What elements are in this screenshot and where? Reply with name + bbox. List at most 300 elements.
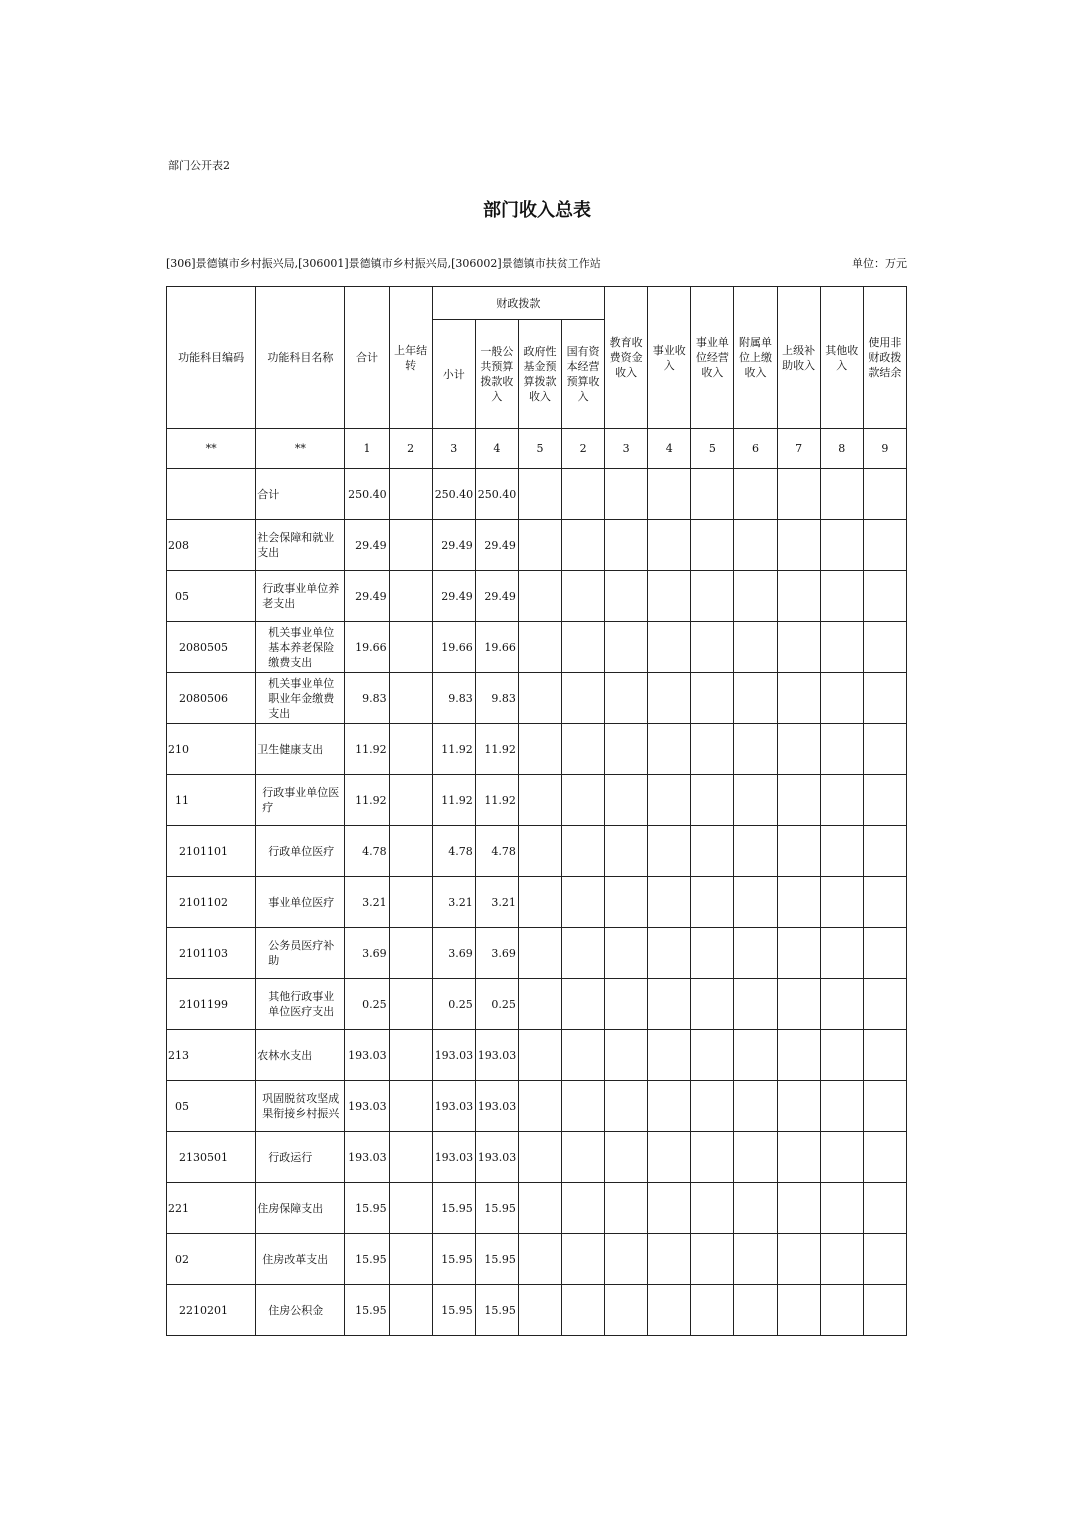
cell-general-budget: 15.95 <box>475 1285 518 1336</box>
cell-empty <box>389 1183 432 1234</box>
table-row <box>167 622 907 673</box>
cell-empty <box>648 571 691 622</box>
cell-empty <box>734 928 777 979</box>
table-row <box>167 520 907 571</box>
cell-empty <box>562 1183 605 1234</box>
cell-empty <box>820 1183 863 1234</box>
cell-subtotal: 15.95 <box>432 1183 475 1234</box>
header-business: 事业收入 <box>648 287 691 429</box>
cell-general-budget: 11.92 <box>475 724 518 775</box>
cell-name: 机关事业单位基本养老保险缴费支出 <box>256 622 345 673</box>
cell-empty <box>518 724 561 775</box>
index-cell: ** <box>256 429 345 469</box>
cell-empty <box>777 979 820 1030</box>
cell-general-budget: 3.69 <box>475 928 518 979</box>
cell-name: 农林水支出 <box>256 1030 345 1081</box>
income-table <box>166 286 907 1336</box>
index-cell: 5 <box>691 429 734 469</box>
cell-empty <box>863 520 906 571</box>
cell-empty <box>389 622 432 673</box>
cell-empty <box>820 571 863 622</box>
header-name: 功能科目名称 <box>256 287 345 429</box>
cell-empty <box>691 673 734 724</box>
table-row <box>167 1285 907 1336</box>
cell-empty <box>734 622 777 673</box>
cell-empty <box>777 1132 820 1183</box>
cell-empty <box>648 1030 691 1081</box>
cell-name: 住房保障支出 <box>256 1183 345 1234</box>
cell-general-budget: 11.92 <box>475 775 518 826</box>
cell-empty <box>389 724 432 775</box>
cell-general-budget: 15.95 <box>475 1234 518 1285</box>
cell-empty <box>820 826 863 877</box>
cell-empty <box>777 673 820 724</box>
cell-empty <box>863 1285 906 1336</box>
cell-empty <box>820 724 863 775</box>
cell-empty <box>777 520 820 571</box>
cell-general-budget: 29.49 <box>475 571 518 622</box>
cell-code: 208 <box>167 520 256 571</box>
cell-empty <box>734 1285 777 1336</box>
cell-empty <box>691 571 734 622</box>
cell-empty <box>734 520 777 571</box>
cell-empty <box>562 520 605 571</box>
table-row <box>167 724 907 775</box>
cell-empty <box>648 469 691 520</box>
cell-empty <box>389 826 432 877</box>
cell-empty <box>562 622 605 673</box>
cell-name: 行政运行 <box>256 1132 345 1183</box>
cell-empty <box>691 1234 734 1285</box>
cell-empty <box>734 877 777 928</box>
cell-name: 行政单位医疗 <box>256 826 345 877</box>
cell-empty <box>863 1081 906 1132</box>
cell-empty <box>605 520 648 571</box>
cell-empty <box>648 877 691 928</box>
cell-empty <box>389 520 432 571</box>
cell-empty <box>605 877 648 928</box>
cell-code: 213 <box>167 1030 256 1081</box>
cell-code: 2080506 <box>167 673 256 724</box>
cell-empty <box>648 928 691 979</box>
page-title: 部门收入总表 <box>483 200 591 221</box>
cell-name: 巩固脱贫攻坚成果衔接乡村振兴 <box>256 1081 345 1132</box>
header-total: 合计 <box>345 287 389 429</box>
cell-empty <box>863 928 906 979</box>
cell-empty <box>562 1030 605 1081</box>
cell-empty <box>389 673 432 724</box>
cell-total: 250.40 <box>345 469 389 520</box>
cell-total: 4.78 <box>345 826 389 877</box>
index-cell: 3 <box>432 429 475 469</box>
cell-subtotal: 19.66 <box>432 622 475 673</box>
cell-empty <box>863 622 906 673</box>
cell-empty <box>820 877 863 928</box>
cell-empty <box>562 877 605 928</box>
cell-name: 其他行政事业单位医疗支出 <box>256 979 345 1030</box>
table-row <box>167 1234 907 1285</box>
cell-empty <box>777 1285 820 1336</box>
cell-name: 住房改革支出 <box>256 1234 345 1285</box>
cell-empty <box>518 775 561 826</box>
cell-empty <box>518 1030 561 1081</box>
cell-empty <box>777 1081 820 1132</box>
cell-empty <box>605 724 648 775</box>
cell-empty <box>777 1030 820 1081</box>
cell-empty <box>691 979 734 1030</box>
cell-empty <box>389 1285 432 1336</box>
cell-empty <box>562 1132 605 1183</box>
index-cell: 2 <box>389 429 432 469</box>
cell-general-budget: 193.03 <box>475 1081 518 1132</box>
cell-empty <box>734 571 777 622</box>
cell-subtotal: 15.95 <box>432 1234 475 1285</box>
cell-name: 机关事业单位职业年金缴费支出 <box>256 673 345 724</box>
cell-empty <box>605 1030 648 1081</box>
cell-subtotal: 250.40 <box>432 469 475 520</box>
cell-subtotal: 3.69 <box>432 928 475 979</box>
cell-name: 社会保障和就业支出 <box>256 520 345 571</box>
table-row <box>167 775 907 826</box>
table-row <box>167 1081 907 1132</box>
cell-empty <box>648 1081 691 1132</box>
index-cell: 3 <box>605 429 648 469</box>
cell-empty <box>820 1132 863 1183</box>
cell-empty <box>734 1030 777 1081</box>
cell-empty <box>605 1183 648 1234</box>
cell-empty <box>777 826 820 877</box>
cell-empty <box>518 1234 561 1285</box>
cell-code: 2130501 <box>167 1132 256 1183</box>
cell-empty <box>820 1285 863 1336</box>
header-code: 功能科目编码 <box>167 287 256 429</box>
cell-general-budget: 15.95 <box>475 1183 518 1234</box>
cell-empty <box>777 1183 820 1234</box>
cell-empty <box>820 622 863 673</box>
cell-empty <box>389 1132 432 1183</box>
index-cell: 6 <box>734 429 777 469</box>
cell-empty <box>518 1081 561 1132</box>
cell-empty <box>389 571 432 622</box>
cell-code: 2080505 <box>167 622 256 673</box>
cell-empty <box>863 1030 906 1081</box>
cell-empty <box>734 1183 777 1234</box>
unit-prefix: [306]景德镇市乡村振兴局,[306001]景德镇市乡村振兴局,[306002]景德镇市扶贫工作站 <box>166 257 601 270</box>
cell-empty <box>605 571 648 622</box>
header-fiscal-group: 财政拨款 <box>432 287 604 320</box>
cell-empty <box>518 1183 561 1234</box>
cell-code: 2101199 <box>167 979 256 1030</box>
cell-empty <box>863 1234 906 1285</box>
cell-empty <box>648 775 691 826</box>
cell-empty <box>648 622 691 673</box>
cell-subtotal: 4.78 <box>432 826 475 877</box>
cell-empty <box>777 877 820 928</box>
cell-empty <box>605 622 648 673</box>
cell-empty <box>691 1081 734 1132</box>
table-row <box>167 673 907 724</box>
cell-empty <box>734 673 777 724</box>
index-cell: 9 <box>863 429 906 469</box>
cell-name: 事业单位医疗 <box>256 877 345 928</box>
cell-empty <box>648 673 691 724</box>
cell-empty <box>518 928 561 979</box>
cell-empty <box>691 1183 734 1234</box>
cell-subtotal: 3.21 <box>432 877 475 928</box>
cell-total: 15.95 <box>345 1285 389 1336</box>
cell-empty <box>863 673 906 724</box>
cell-empty <box>863 1132 906 1183</box>
cell-total: 29.49 <box>345 571 389 622</box>
cell-empty <box>518 1132 561 1183</box>
cell-empty <box>605 928 648 979</box>
cell-empty <box>389 979 432 1030</box>
cell-empty <box>562 1285 605 1336</box>
cell-empty <box>518 877 561 928</box>
cell-general-budget: 250.40 <box>475 469 518 520</box>
cell-empty <box>605 1234 648 1285</box>
cell-total: 193.03 <box>345 1030 389 1081</box>
index-row <box>167 429 907 469</box>
cell-empty <box>389 1081 432 1132</box>
cell-subtotal: 9.83 <box>432 673 475 724</box>
cell-total: 15.95 <box>345 1183 389 1234</box>
table-row <box>167 1132 907 1183</box>
cell-empty <box>389 1234 432 1285</box>
table-row <box>167 571 907 622</box>
cell-empty <box>518 520 561 571</box>
cell-general-budget: 19.66 <box>475 622 518 673</box>
table-row <box>167 469 907 520</box>
cell-empty <box>518 571 561 622</box>
cell-empty <box>691 877 734 928</box>
cell-empty <box>691 724 734 775</box>
header-other: 其他收入 <box>820 287 863 429</box>
document-tag: 部门公开表2 <box>168 159 230 172</box>
cell-name: 住房公积金 <box>256 1285 345 1336</box>
cell-general-budget: 3.21 <box>475 877 518 928</box>
index-cell: 5 <box>518 429 561 469</box>
cell-subtotal: 0.25 <box>432 979 475 1030</box>
table-row <box>167 928 907 979</box>
cell-general-budget: 193.03 <box>475 1132 518 1183</box>
cell-subtotal: 193.03 <box>432 1132 475 1183</box>
cell-empty <box>734 1132 777 1183</box>
cell-general-budget: 29.49 <box>475 520 518 571</box>
cell-code: 221 <box>167 1183 256 1234</box>
cell-empty <box>777 1234 820 1285</box>
cell-empty <box>734 724 777 775</box>
index-cell: 8 <box>820 429 863 469</box>
cell-empty <box>562 928 605 979</box>
cell-empty <box>691 775 734 826</box>
cell-empty <box>863 979 906 1030</box>
cell-empty <box>691 1132 734 1183</box>
cell-empty <box>734 775 777 826</box>
cell-empty <box>562 826 605 877</box>
cell-empty <box>518 979 561 1030</box>
header-general-budget: 一般公共预算拨款收入 <box>475 320 518 429</box>
cell-total: 15.95 <box>345 1234 389 1285</box>
cell-empty <box>518 469 561 520</box>
header-state-capital: 国有资本经营预算收入 <box>562 320 605 429</box>
cell-total: 11.92 <box>345 775 389 826</box>
cell-code <box>167 469 256 520</box>
cell-empty <box>734 979 777 1030</box>
cell-empty <box>820 1234 863 1285</box>
cell-empty <box>820 1030 863 1081</box>
cell-subtotal: 11.92 <box>432 775 475 826</box>
cell-empty <box>863 571 906 622</box>
cell-empty <box>777 622 820 673</box>
cell-code: 05 <box>167 1081 256 1132</box>
cell-empty <box>863 877 906 928</box>
cell-empty <box>863 724 906 775</box>
cell-empty <box>389 775 432 826</box>
cell-empty <box>605 775 648 826</box>
cell-empty <box>691 1030 734 1081</box>
cell-total: 193.03 <box>345 1132 389 1183</box>
cell-empty <box>734 1081 777 1132</box>
cell-empty <box>648 979 691 1030</box>
cell-general-budget: 4.78 <box>475 826 518 877</box>
cell-empty <box>518 1285 561 1336</box>
cell-empty <box>648 826 691 877</box>
cell-empty <box>562 673 605 724</box>
cell-empty <box>863 826 906 877</box>
cell-empty <box>648 1285 691 1336</box>
cell-empty <box>820 928 863 979</box>
header-superior: 上级补助收入 <box>777 287 820 429</box>
cell-empty <box>605 1081 648 1132</box>
cell-empty <box>863 469 906 520</box>
cell-name: 卫生健康支出 <box>256 724 345 775</box>
cell-empty <box>389 1030 432 1081</box>
header-operating: 事业单位经营收入 <box>691 287 734 429</box>
cell-empty <box>691 928 734 979</box>
cell-empty <box>734 1234 777 1285</box>
cell-empty <box>820 520 863 571</box>
cell-subtotal: 11.92 <box>432 724 475 775</box>
cell-total: 0.25 <box>345 979 389 1030</box>
cell-code: 11 <box>167 775 256 826</box>
cell-empty <box>691 520 734 571</box>
cell-empty <box>605 826 648 877</box>
cell-name: 合计 <box>256 469 345 520</box>
cell-empty <box>777 928 820 979</box>
index-cell: 2 <box>562 429 605 469</box>
cell-empty <box>562 571 605 622</box>
cell-total: 29.49 <box>345 520 389 571</box>
cell-empty <box>691 469 734 520</box>
cell-empty <box>605 469 648 520</box>
cell-total: 9.83 <box>345 673 389 724</box>
cell-empty <box>648 724 691 775</box>
index-cell: 4 <box>648 429 691 469</box>
cell-subtotal: 193.03 <box>432 1030 475 1081</box>
cell-empty <box>562 724 605 775</box>
cell-code: 05 <box>167 571 256 622</box>
cell-total: 19.66 <box>345 622 389 673</box>
header-subtotal: 小计 <box>432 320 475 429</box>
cell-empty <box>518 673 561 724</box>
table-row <box>167 826 907 877</box>
header-carryover: 上年结转 <box>389 287 432 429</box>
cell-name: 行政事业单位医疗 <box>256 775 345 826</box>
cell-subtotal: 29.49 <box>432 520 475 571</box>
cell-empty <box>518 622 561 673</box>
cell-empty <box>562 469 605 520</box>
cell-empty <box>777 571 820 622</box>
header-balance: 使用非财政拨款结余 <box>863 287 906 429</box>
cell-empty <box>562 979 605 1030</box>
cell-code: 2101101 <box>167 826 256 877</box>
index-cell: 4 <box>475 429 518 469</box>
cell-code: 210 <box>167 724 256 775</box>
table-row <box>167 979 907 1030</box>
cell-empty <box>777 775 820 826</box>
cell-empty <box>605 979 648 1030</box>
cell-empty <box>691 826 734 877</box>
cell-general-budget: 0.25 <box>475 979 518 1030</box>
cell-code: 02 <box>167 1234 256 1285</box>
cell-empty <box>562 1081 605 1132</box>
cell-empty <box>605 673 648 724</box>
cell-empty <box>820 979 863 1030</box>
cell-code: 2210201 <box>167 1285 256 1336</box>
cell-empty <box>518 826 561 877</box>
cell-empty <box>820 1081 863 1132</box>
cell-empty <box>820 469 863 520</box>
cell-empty <box>820 673 863 724</box>
cell-name: 行政事业单位养老支出 <box>256 571 345 622</box>
cell-subtotal: 15.95 <box>432 1285 475 1336</box>
cell-total: 3.69 <box>345 928 389 979</box>
index-cell: 7 <box>777 429 820 469</box>
cell-empty <box>389 877 432 928</box>
cell-empty <box>734 469 777 520</box>
cell-empty <box>863 1183 906 1234</box>
cell-total: 3.21 <box>345 877 389 928</box>
cell-subtotal: 193.03 <box>432 1081 475 1132</box>
cell-empty <box>648 1234 691 1285</box>
index-cell: 1 <box>345 429 389 469</box>
cell-empty <box>777 469 820 520</box>
cell-empty <box>863 775 906 826</box>
cell-general-budget: 193.03 <box>475 1030 518 1081</box>
index-cell: ** <box>167 429 256 469</box>
cell-total: 11.92 <box>345 724 389 775</box>
cell-subtotal: 29.49 <box>432 571 475 622</box>
cell-code: 2101102 <box>167 877 256 928</box>
cell-empty <box>734 826 777 877</box>
header-affiliated: 附属单位上缴收入 <box>734 287 777 429</box>
cell-empty <box>605 1132 648 1183</box>
cell-empty <box>605 1285 648 1336</box>
cell-name: 公务员医疗补助 <box>256 928 345 979</box>
cell-empty <box>820 775 863 826</box>
cell-empty <box>691 1285 734 1336</box>
cell-empty <box>648 520 691 571</box>
cell-empty <box>691 622 734 673</box>
table-row <box>167 877 907 928</box>
cell-empty <box>562 775 605 826</box>
cell-empty <box>648 1183 691 1234</box>
cell-general-budget: 9.83 <box>475 673 518 724</box>
header-gov-fund: 政府性基金预算拨款收入 <box>518 320 561 429</box>
table-row <box>167 1030 907 1081</box>
cell-empty <box>389 928 432 979</box>
